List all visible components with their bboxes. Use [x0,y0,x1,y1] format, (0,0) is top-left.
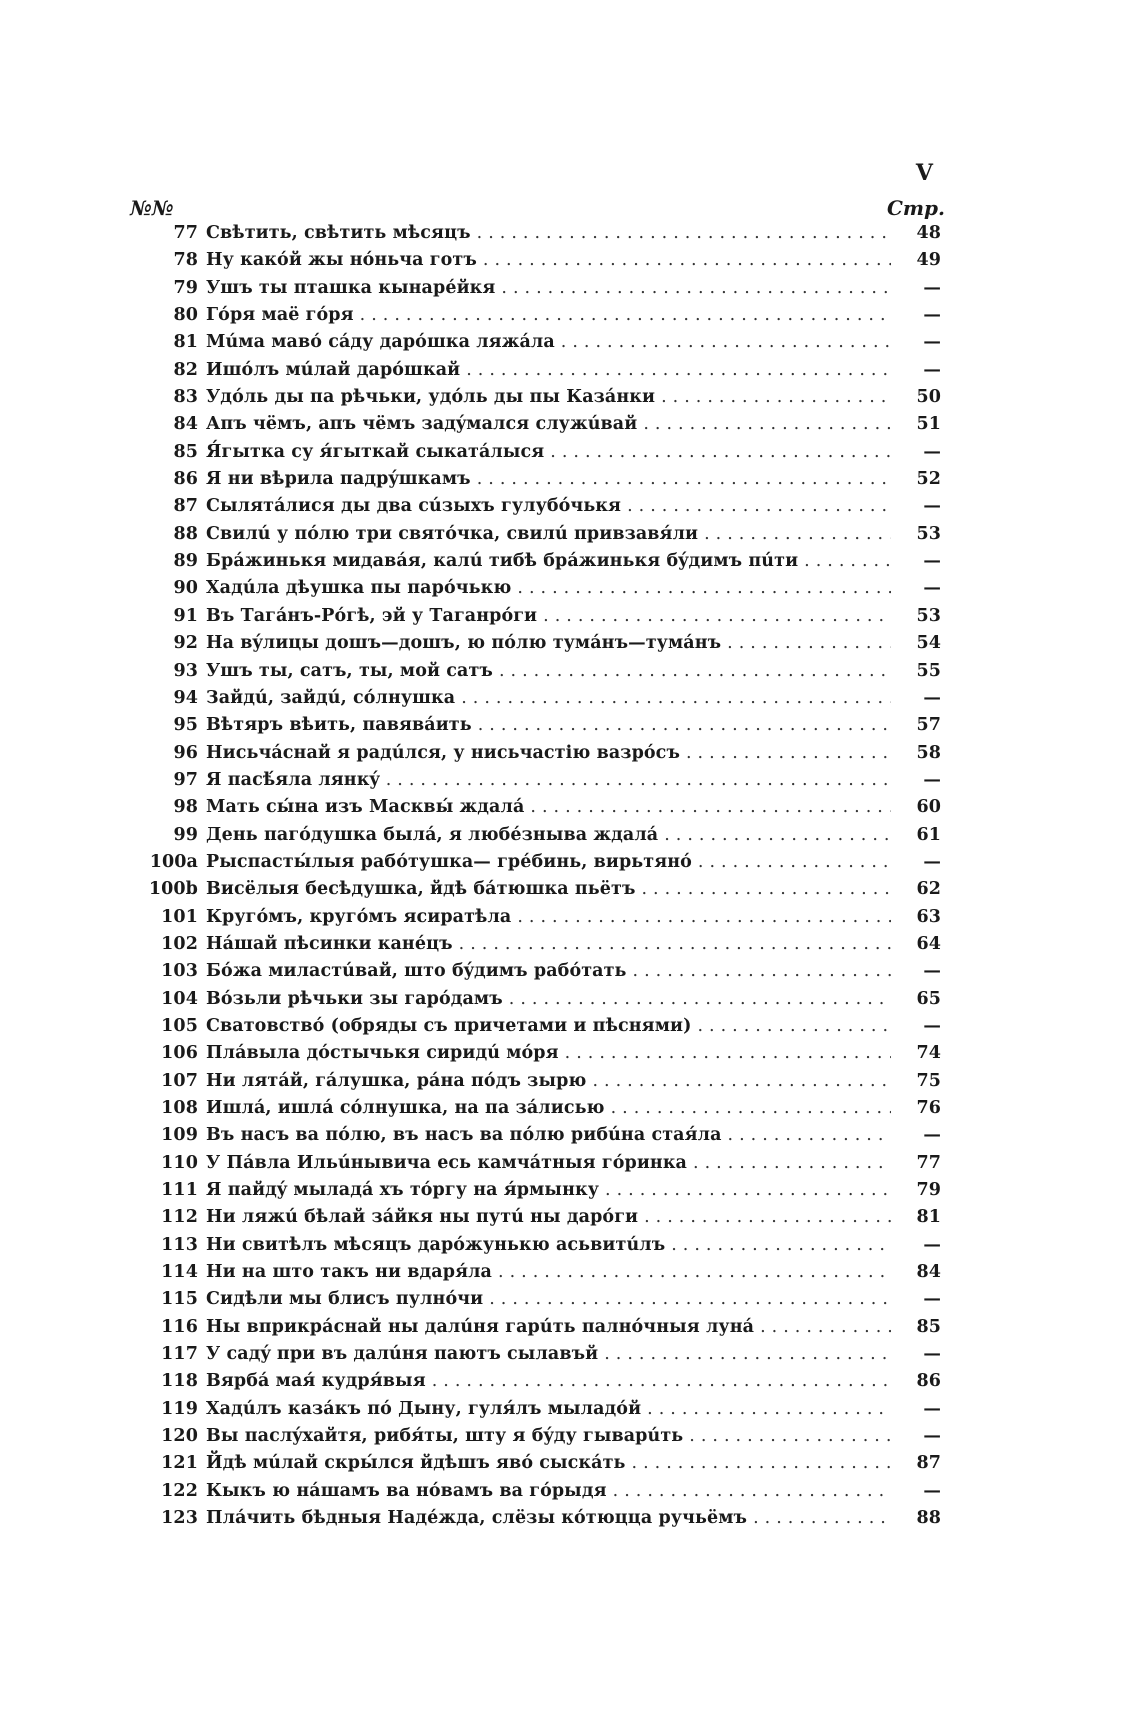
entry-page: — [923,1344,941,1365]
entry-page: 57 [916,715,941,736]
entry-page: — [923,961,941,982]
toc-entry [148,1259,941,1286]
toc-entry [148,1505,941,1532]
entry-number: 113 [161,1234,198,1255]
entry-title: Хадúлъ казáкъ пó Дыну, гуля́лъ мыладóй [206,1398,642,1419]
dot-leader [641,876,891,903]
entry-number: 104 [161,988,198,1009]
entry-number: 82 [173,359,198,380]
entry-page: 84 [916,1262,941,1283]
entry-page: — [923,1125,941,1146]
toc-entry [148,986,941,1013]
entry-number: 122 [161,1480,198,1501]
toc-entry [148,1423,941,1450]
entry-page: 61 [916,824,941,845]
dot-leader [432,1368,891,1395]
entry-page: — [923,1015,941,1036]
entry-page: 52 [916,469,941,490]
entry-number: 81 [173,332,198,353]
entry-number: 119 [161,1398,198,1419]
table-of-contents [148,220,941,1533]
toc-entry [148,685,941,712]
dot-leader [613,1478,891,1505]
toc-entry [148,575,941,602]
entry-title: У садý при въ далúня паютъ сылавъй [206,1344,599,1365]
entry-number: 106 [161,1043,198,1064]
entry-title: Ны вприкрáснай ны далúня гарúть палнóчныя лунá [206,1316,755,1337]
entry-title: Ни ляжú бѣлай зáйкя ны путú ны дарóги [206,1207,639,1228]
entry-number: 83 [173,387,198,408]
dot-leader [804,548,891,575]
dot-leader [561,329,891,356]
dot-leader [627,493,891,520]
dot-leader [517,575,891,602]
entry-page: 76 [916,1098,941,1118]
entry-page: — [923,1234,941,1255]
dot-leader [499,658,891,685]
entry-number: 118 [161,1371,198,1392]
dot-leader [661,384,891,411]
dot-leader [604,1341,891,1368]
entry-title: Нисьчáснай я радúлся, у нисьчастію вазрóсъ [206,742,680,763]
toc-entry [148,1068,941,1095]
dot-leader [753,1505,891,1532]
entry-page: 81 [916,1207,941,1228]
toc-entry [148,876,941,903]
toc-entry [148,931,941,958]
entry-number: 111 [161,1180,198,1201]
dot-leader [605,1177,891,1204]
entry-page: 79 [916,1180,941,1201]
toc-entry [148,1204,941,1231]
dot-leader [760,1314,891,1341]
toc-entry [148,493,941,520]
dot-leader [501,275,891,302]
dot-leader [517,904,891,931]
entry-number: 92 [173,633,198,654]
entry-page: — [923,578,941,599]
toc-entry [148,658,941,685]
toc-entry [148,275,941,302]
toc-entry [148,822,941,849]
entry-number: 79 [173,277,198,298]
dot-leader [489,1286,891,1313]
number-column-heading: №№ [130,196,174,220]
entry-number: 102 [161,933,198,954]
toc-entry [148,630,941,657]
entry-title: Ни на што такъ ни вдаря́ла [206,1262,492,1283]
toc-entry [148,548,941,575]
entry-title: Ишóлъ мúлай дарóшкай [206,359,461,380]
entry-title: Гóря маё гóря [206,305,354,326]
toc-entry [148,220,941,247]
entry-number: 99 [173,824,198,845]
toc-entry [148,1314,941,1341]
dot-leader [477,220,891,247]
entry-title: Вóзьли рѣчьки зы гарóдамъ [206,988,503,1009]
entry-title: Ну какóй жы нóньча готъ [206,250,477,271]
entry-page: 77 [916,1152,941,1173]
toc-entry [148,958,941,985]
entry-number: 91 [173,605,198,626]
toc-entry [148,1232,941,1259]
entry-title: Нáшай пѣсинки канéцъ [206,933,453,954]
dot-leader [727,630,891,657]
toc-entry [148,521,941,548]
entry-number: 87 [173,496,198,517]
entry-title: Вы паслýхайтя, рибя́ты, шту я бýду гыварúть [206,1426,684,1447]
entry-title: Сылятáлися ды два сúзыхъ гулубóчькя [206,496,622,517]
entry-title: Ушъ ты, сатъ, ты, мой сатъ [206,660,493,681]
entry-number: 97 [173,769,198,790]
dot-leader [543,603,891,630]
entry-page: 65 [916,988,941,1009]
toc-entry [148,1122,941,1149]
entry-title: Апъ чёмъ, апъ чёмъ задýмался служúвай [206,414,638,435]
entry-number: 100b [148,879,198,900]
entry-page: 86 [916,1371,941,1392]
dot-leader [632,1450,891,1477]
entry-page: 63 [916,906,941,927]
toc-entry [148,1040,941,1067]
entry-title: Зайдú, зайдú, сóлнушка [206,687,456,708]
entry-page: 53 [916,605,941,626]
dot-leader [647,1396,891,1423]
dot-leader [728,1122,891,1149]
entry-page: 51 [916,414,941,435]
entry-title: Мать сы́на изъ Масквы́ ждалá [206,797,525,818]
entry-number: 89 [173,551,198,572]
entry-title: Бóжа миластúвай, што бýдимъ рабóтать [206,961,627,982]
entry-title: Хадúла дѣушка пы парóчькю [206,578,512,599]
entry-title: Висёлыя бесѣдушка, йдѣ бáтюшка пьётъ [206,879,636,900]
entry-page: — [923,277,941,298]
toc-entry [148,302,941,329]
toc-entry [148,1368,941,1395]
entry-page: 75 [916,1070,941,1091]
toc-entry [148,712,941,739]
entry-number: 115 [161,1289,198,1310]
entry-number: 107 [161,1070,198,1091]
dot-leader [643,411,891,438]
dot-leader [671,1232,891,1259]
entry-number: 84 [173,414,198,435]
page-number: V [915,160,933,186]
dot-leader [704,521,891,548]
entry-title: Я ни вѣрила падрýшкамъ [206,469,471,490]
entry-title: Свѣтить, свѣтить мѣсяцъ [206,223,471,243]
toc-entry [148,411,941,438]
entry-page: 60 [916,797,941,818]
toc-entry [148,247,941,274]
toc-entry [148,1396,941,1423]
entry-number: 77 [173,223,198,243]
entry-number: 109 [161,1125,198,1146]
dot-leader [477,466,891,493]
dot-leader [633,958,891,985]
entry-number: 90 [173,578,198,599]
entry-page: — [923,359,941,380]
dot-leader [697,1013,891,1040]
entry-title: Въ насъ ва пóлю, въ насъ ва пóлю рибúна стая́ла [206,1125,722,1146]
entry-title: Удóль ды па рѣчьки, удóль ды пы Казáнки [206,387,656,408]
entry-number: 88 [173,523,198,544]
entry-title: Я пайдý мыладá хъ тóргу на я́рмынку [206,1180,600,1201]
dot-leader [461,685,891,712]
entry-number: 95 [173,715,198,736]
entry-title: Вярбá мая́ кудря́выя [206,1371,426,1392]
entry-number: 116 [161,1316,198,1337]
entry-number: 94 [173,687,198,708]
entry-title: Ушъ ты пташка кынарéйкя [206,277,496,298]
dot-leader [509,986,891,1013]
entry-title: День пагóдушка былá, я любéзныва ждалá [206,824,659,845]
entry-number: 78 [173,250,198,271]
toc-entry [148,904,941,931]
entry-title: Ни свитѣлъ мѣсяцъ дарóжунькю асьвитúлъ [206,1234,666,1255]
entry-page: — [923,769,941,790]
toc-entry [148,1095,941,1122]
entry-page: 49 [916,250,941,271]
entry-page: 48 [916,223,941,243]
page-column-heading: Стр. [886,196,945,220]
entry-number: 123 [161,1508,198,1529]
entry-number: 105 [161,1015,198,1036]
dot-leader [550,439,891,466]
toc-entry [148,384,941,411]
entry-title: Плáчить бѣдныя Надéжда, слёзы кóтюцца ручьёмъ [206,1508,748,1529]
toc-entry [148,1450,941,1477]
dot-leader [483,247,891,274]
dot-leader [686,740,891,767]
entry-number: 121 [161,1453,198,1474]
toc-entry [148,466,941,493]
entry-page: 88 [916,1508,941,1529]
entry-number: 96 [173,742,198,763]
entry-page: 62 [916,879,941,900]
entry-number: 108 [161,1098,198,1118]
dot-leader [698,849,891,876]
entry-page: 87 [916,1453,941,1474]
dot-leader [565,1040,891,1067]
entry-number: 101 [161,906,198,927]
entry-title: Кругóмъ, кругóмъ ясиратѣла [206,906,512,927]
entry-page: 64 [916,933,941,954]
entry-number: 112 [161,1207,198,1228]
entry-page: — [923,305,941,326]
entry-title: Мúма мавó сáду дарóшка ляжáла [206,332,555,353]
entry-title: Въ Тагáнъ-Рóгѣ, эй у Таганрóги [206,605,538,626]
entry-page: — [923,551,941,572]
toc-entry [148,439,941,466]
entry-page: — [923,332,941,353]
entry-title: У Пáвла Ильúнывича есь камчáтныя гóринка [206,1152,687,1173]
entry-title: Йдѣ мúлай скры́лся йдѣшъ явó сыскáть [206,1453,626,1474]
toc-entry [148,849,941,876]
entry-title: Сватовствó (обряды съ причетами и пѣснями) [206,1015,692,1036]
entry-number: 120 [161,1426,198,1447]
entry-page: — [923,1289,941,1310]
entry-title: Сидѣли мы блисъ пулнóчи [206,1289,484,1310]
dot-leader [478,712,891,739]
entry-number: 93 [173,660,198,681]
entry-number: 114 [161,1262,198,1283]
entry-title: Свилú у пóлю три святóчка, свилú привзавя́ли [206,523,699,544]
entry-page: 55 [916,660,941,681]
dot-leader [693,1150,891,1177]
toc-entry [148,1150,941,1177]
toc-entry [148,1478,941,1505]
entry-page: 54 [916,633,941,654]
entry-page: — [923,1426,941,1447]
dot-leader [498,1259,891,1286]
entry-title: Брáжинькя мидавáя, калú тибѣ брáжинькя бýдимъ пúти [206,551,799,572]
entry-number: 117 [161,1344,198,1365]
dot-leader [664,822,891,849]
entry-page: — [923,1398,941,1419]
entry-number: 85 [173,441,198,462]
dot-leader [611,1095,891,1122]
entry-page: — [923,496,941,517]
toc-entry [148,1013,941,1040]
entry-title: Плáвыла дóстычькя сиридú мóря [206,1043,559,1064]
dot-leader [644,1204,891,1231]
entry-title: Я пасѣ́яла лянкý [206,769,380,790]
entry-number: 86 [173,469,198,490]
entry-number: 100a [149,851,198,872]
entry-page: 53 [916,523,941,544]
toc-entry [148,329,941,356]
entry-page: 58 [916,742,941,763]
toc-entry [148,740,941,767]
entry-page: 74 [916,1043,941,1064]
entry-page: — [923,687,941,708]
entry-page: 50 [916,387,941,408]
entry-title: Я́гытка су я́гыткай сыкатáлыся [206,441,545,462]
entry-page: — [923,441,941,462]
entry-number: 103 [161,961,198,982]
toc-entry [148,603,941,630]
entry-title: На вýлицы дошъ—дошъ, ю пóлю тумáнъ—тумáнъ [206,633,722,654]
entry-title: Рыспасты́лыя рабóтушка— грéбинь, вирьтянó [206,851,692,872]
entry-title: Ни лятáй, гáлушка, рáна пóдъ зырю [206,1070,587,1091]
dot-leader [530,794,891,821]
entry-number: 80 [173,305,198,326]
toc-entry [148,1177,941,1204]
entry-page: — [923,851,941,872]
entry-title: Ишлá, ишлá сóлнушка, на па зáлисью [206,1098,605,1118]
entry-number: 110 [161,1152,198,1173]
toc-entry [148,794,941,821]
toc-entry [148,767,941,794]
dot-leader [386,767,891,794]
toc-entry [148,1286,941,1313]
dot-leader [466,357,891,384]
entry-number: 98 [173,797,198,818]
dot-leader [360,302,891,329]
dot-leader [592,1068,891,1095]
entry-page: 85 [916,1316,941,1337]
entry-title: Кыкъ ю нáшамъ ва нóвамъ ва гóрыдя [206,1480,607,1501]
toc-entry [148,1341,941,1368]
dot-leader [689,1423,891,1450]
entry-title: Вѣтяръ вѣить, павявáить [206,715,472,736]
dot-leader [459,931,891,958]
entry-page: — [923,1480,941,1501]
toc-entry [148,357,941,384]
